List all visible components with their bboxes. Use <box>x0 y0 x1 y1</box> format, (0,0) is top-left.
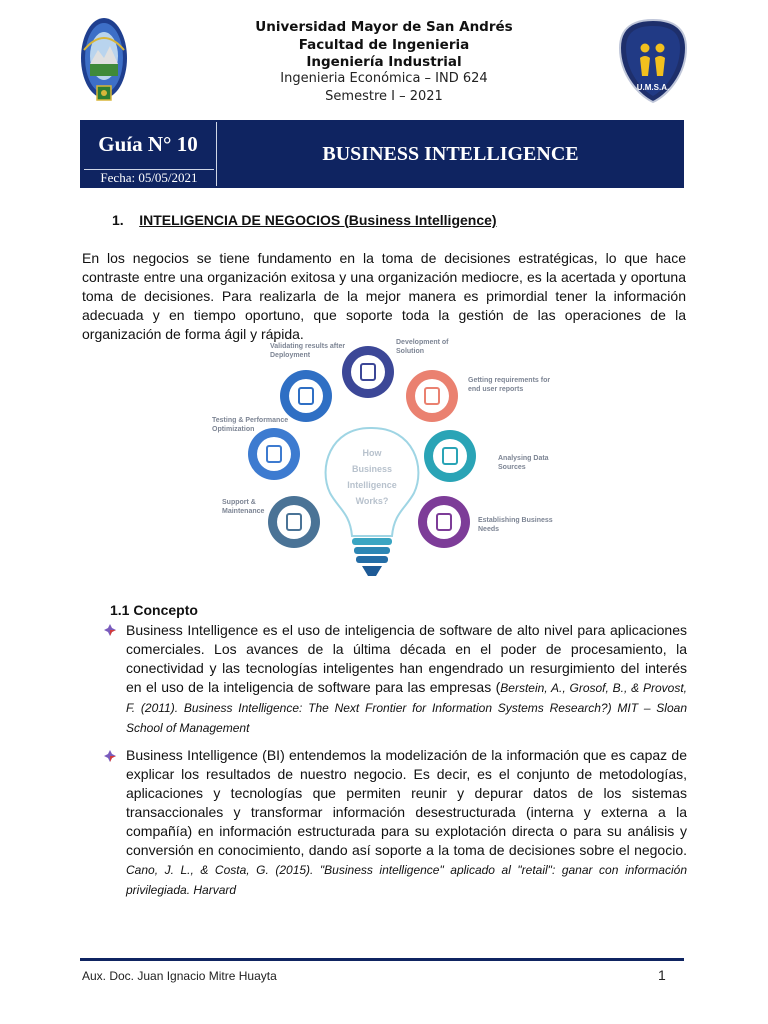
bullet-2-citation: Cano, J. L., & Costa, G. (2015). "Business intelligence" aplicado al "retail": ganar con información privilegiada. Harvard <box>126 863 687 897</box>
section-title: INTELIGENCIA DE NEGOCIOS ( <box>139 212 349 228</box>
concept-bullet-2 <box>126 746 687 900</box>
step-label: Getting requirements for <box>468 377 551 384</box>
bullet-2-text: Business Intelligence (BI) entendemos la modelización de la información que es capaz de explicar los resultados de nuestro negocio. Es decir, es el conjunto de metodologías, aplicaciones y tecnologías que permiten reunir y depurar datos de los sistemas transaccionales y transformar información desestructurada (interna y externa a la compañía) en información estructurada para su explotación directa o para su análisis y conversión en conocimiento, dando así soporte a la toma de decisiones sobre el negocio. <box>126 747 687 858</box>
course-name: Ingenieria Económica – IND 624 <box>280 71 488 86</box>
center-line-4: Works? <box>355 496 389 506</box>
bullet-diamond-icon <box>104 624 116 636</box>
intro-paragraph: En los negocios se tiene fundamento en la toma de decisiones estratégicas, lo que hace contraste entre una organización exitosa y una organización mediocre, es la acertada y oportuna toma de decisiones. Para realizarla de la mejor manera es primordial tener la información adecuada y en tiempo oportuno, que soporte toda la gestión de las operaciones de la organización de forma ágil y rápida. <box>82 250 686 342</box>
guide-number: Guía N° 10 <box>98 131 198 156</box>
footer-rule <box>80 958 684 961</box>
step-label: Establishing Business <box>478 517 553 524</box>
university-name: Universidad Mayor de San Andrés <box>255 19 513 35</box>
step-label: Validating results after <box>270 343 346 350</box>
step-label: Analysing Data <box>498 455 549 462</box>
center-line-1: How <box>362 448 382 458</box>
department-name: Ingeniería Industrial <box>306 54 462 70</box>
bi-process-diagram <box>200 338 568 588</box>
bullet-1-text: Business Intelligence es el uso de inteligencia de software de alto nivel para aplicaciones comerciales. Los avances de la última década en el poder de procesamiento, la conectividad y las tecnologías inteligentes han engendrado un resurgimiento del interés en el uso de la inteligencia de software para las empresas ( <box>126 622 687 695</box>
diagram-step-5 <box>424 430 549 482</box>
faculty-name: Facultad de Ingenieria <box>298 37 470 53</box>
step-label: Testing & Performance <box>212 417 289 424</box>
step-label: Sources <box>498 464 526 471</box>
logo-umsa-text: U.M.S.A. <box>636 83 670 92</box>
step-label: Support & <box>222 499 256 506</box>
center-line-3: Intelligence <box>347 480 397 490</box>
step-inner-circle <box>289 379 323 413</box>
step-label: Deployment <box>270 352 311 359</box>
concept-bullet-1 <box>126 621 687 738</box>
diagram-step-4 <box>212 417 300 480</box>
concept-heading: 1.1 Concepto <box>110 602 198 618</box>
center-line-2: Business <box>351 464 393 474</box>
step-label: Needs <box>478 526 500 533</box>
bullet-diamond-icon <box>104 750 116 762</box>
footer-author: Aux. Doc. Juan Ignacio Mitre Huayta <box>82 969 277 983</box>
section-heading <box>112 212 497 228</box>
diagram-step-3 <box>406 370 550 422</box>
diagram-step-6 <box>222 496 320 548</box>
step-label: Optimization <box>212 426 255 433</box>
semester: Semestre I – 2021 <box>325 89 443 104</box>
step-label: Maintenance <box>222 508 265 515</box>
step-inner-circle <box>257 437 291 471</box>
step-inner-circle <box>415 379 449 413</box>
step-label: Development of <box>396 339 449 346</box>
guide-date: Fecha: 05/05/2021 <box>84 169 214 186</box>
diagram-step-1 <box>270 343 345 422</box>
section-number: 1. <box>112 212 124 228</box>
page-number: 1 <box>658 967 666 983</box>
banner-title: BUSINESS INTELLIGENCE <box>322 142 579 165</box>
step-label: Solution <box>396 348 424 355</box>
bullet-1-citation: Berstein, A., Grosof, B., & Provost, F. (2011). Business Intelligence: The Next Frontier for Information Systems Research?) MIT – Sloan School of Management <box>126 681 688 735</box>
step-inner-circle <box>351 355 385 389</box>
step-inner-circle <box>427 505 461 539</box>
step-label: end user reports <box>468 386 524 393</box>
step-inner-circle <box>433 439 467 473</box>
section-title-rest: Business Intelligence) <box>348 212 497 228</box>
diagram-step-7 <box>418 496 553 548</box>
title-banner <box>80 120 684 188</box>
step-inner-circle <box>277 505 311 539</box>
